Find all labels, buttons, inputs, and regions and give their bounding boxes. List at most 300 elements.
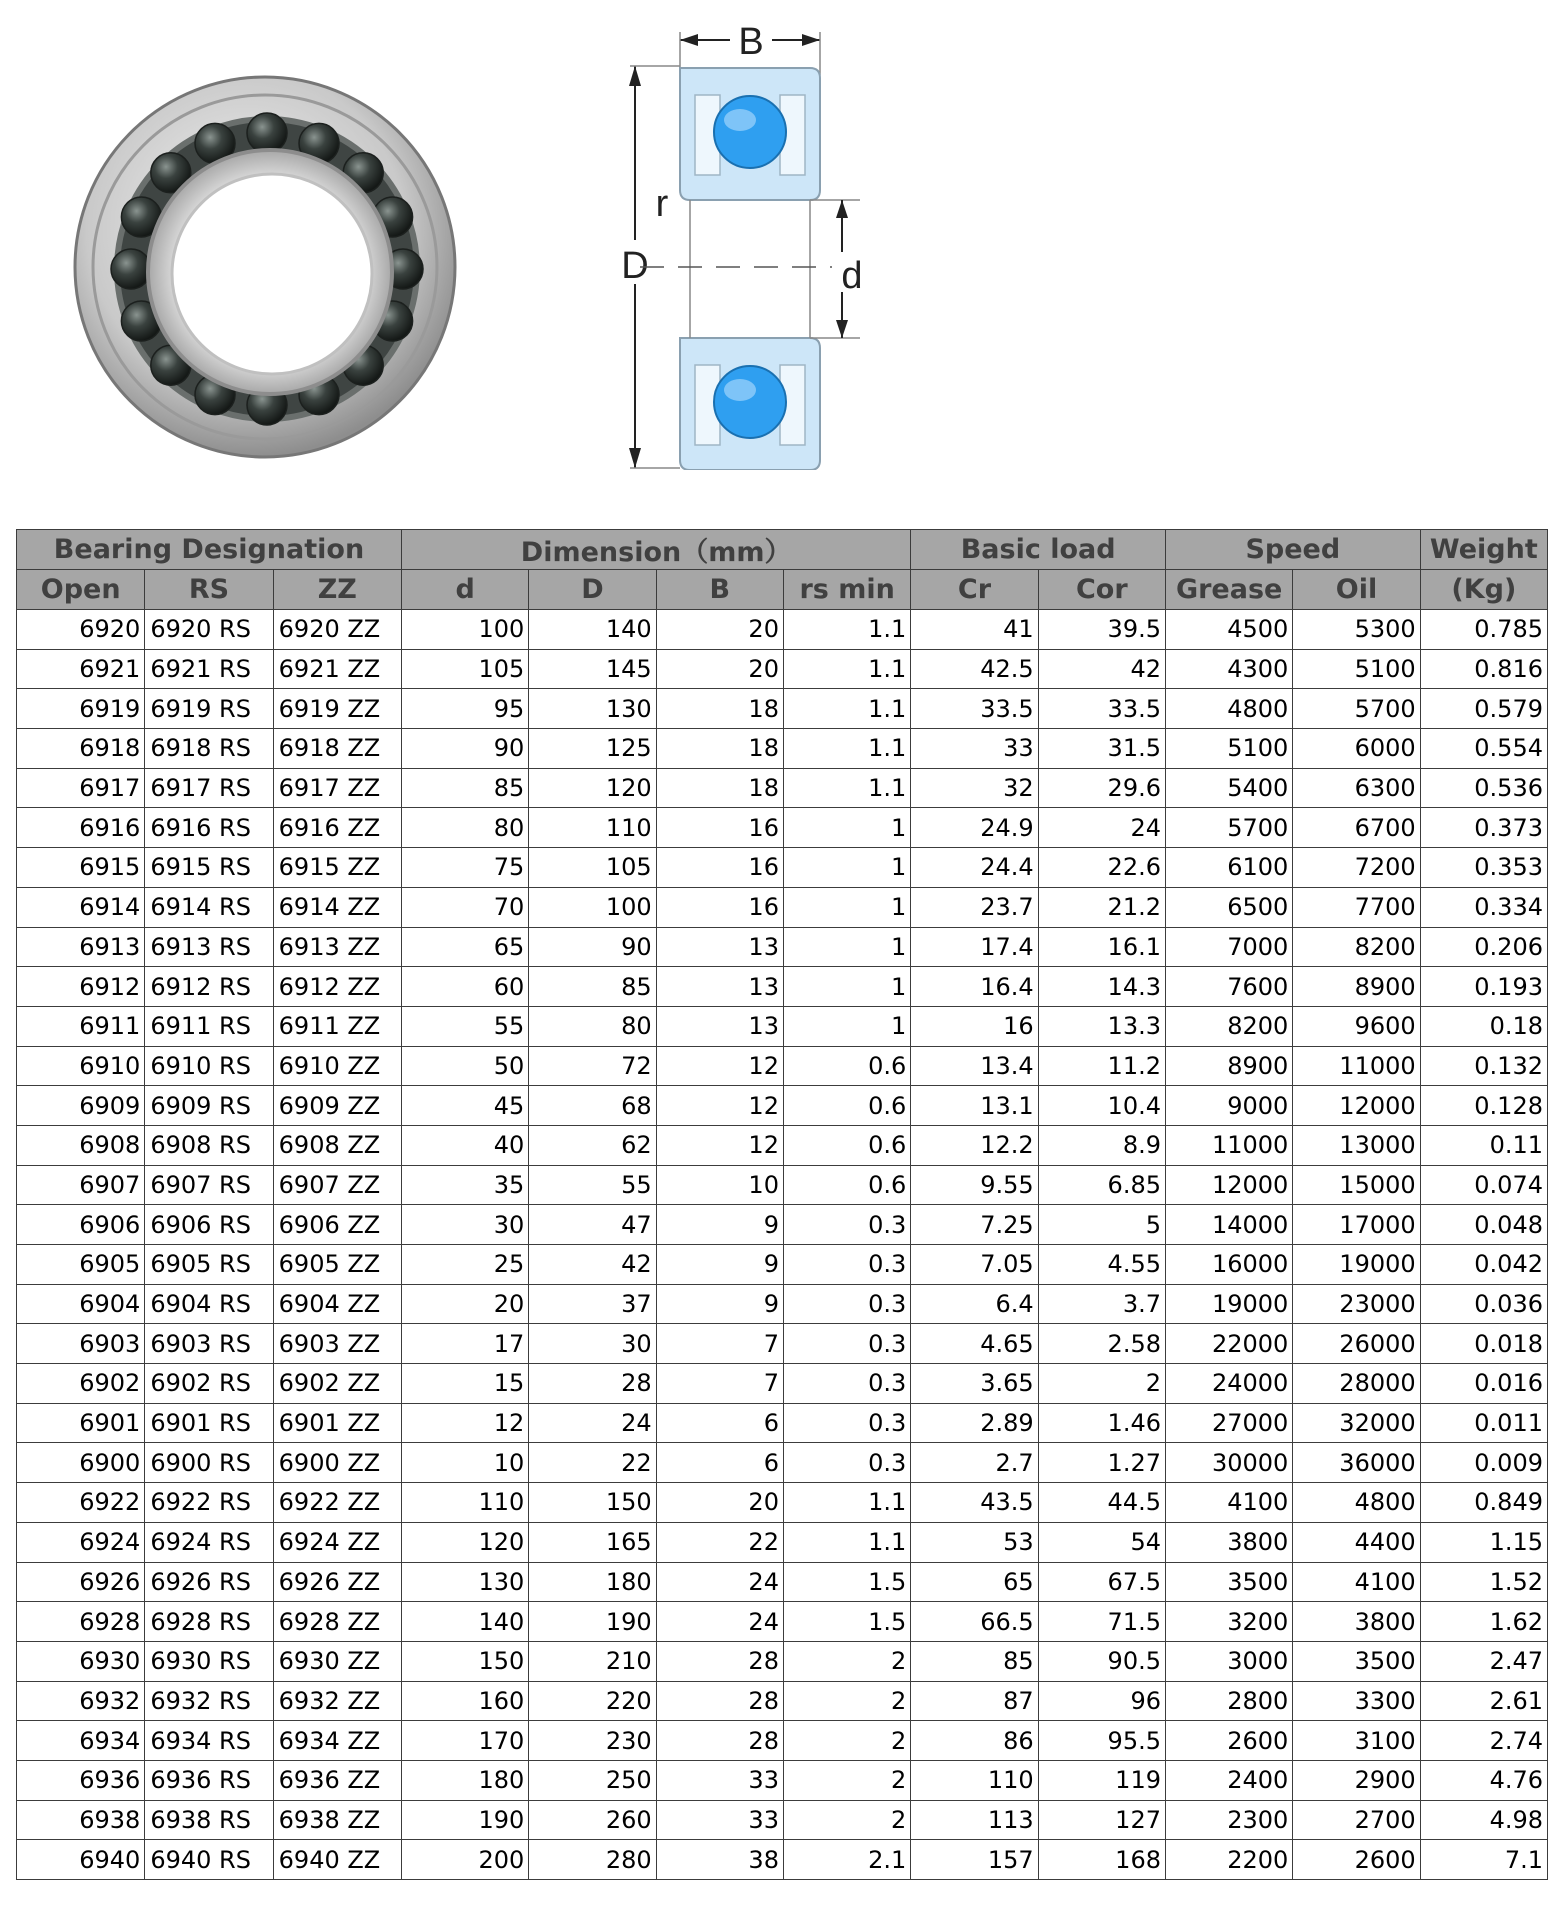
cell-rs: 6922 RS [145, 1483, 273, 1523]
cell-B: 9 [656, 1205, 783, 1245]
col-rs: RS [145, 570, 273, 610]
cell-D: 250 [529, 1760, 656, 1800]
cell-B: 13 [656, 927, 783, 967]
cell-d: 85 [401, 768, 528, 808]
cell-rs-min: 1 [783, 887, 910, 927]
cell-d: 95 [401, 689, 528, 729]
cell-cr: 87 [911, 1681, 1038, 1721]
col-oil: Oil [1293, 570, 1420, 610]
cell-open: 6919 [17, 689, 145, 729]
cell-rs: 6900 RS [145, 1443, 273, 1483]
cell-cor: 2 [1038, 1364, 1165, 1404]
cell-rs-min: 1.1 [783, 649, 910, 689]
cell-cor: 71.5 [1038, 1602, 1165, 1642]
cell-rs-min: 0.3 [783, 1245, 910, 1285]
cell-open: 6928 [17, 1602, 145, 1642]
col-d: d [401, 570, 528, 610]
cell-zz: 6911 ZZ [273, 1006, 401, 1046]
cell-rs-min: 1.1 [783, 610, 910, 650]
cell-zz: 6915 ZZ [273, 848, 401, 888]
cell-zz: 6938 ZZ [273, 1800, 401, 1840]
cell-grease: 8200 [1165, 1006, 1292, 1046]
cell-oil: 5700 [1293, 689, 1420, 729]
cell-grease: 22000 [1165, 1324, 1292, 1364]
cell-grease: 11000 [1165, 1125, 1292, 1165]
cell-oil: 3300 [1293, 1681, 1420, 1721]
cell-cr: 85 [911, 1641, 1038, 1681]
table-row [17, 1760, 1548, 1800]
cell-cor: 6.85 [1038, 1165, 1165, 1205]
label-D: D [621, 245, 649, 287]
cell-B: 18 [656, 689, 783, 729]
cell-D: 85 [529, 967, 656, 1007]
cell-D: 140 [529, 610, 656, 650]
cell-B: 28 [656, 1641, 783, 1681]
cell-D: 22 [529, 1443, 656, 1483]
cell-rs-min: 1 [783, 808, 910, 848]
cell-B: 24 [656, 1602, 783, 1642]
cell-cor: 24 [1038, 808, 1165, 848]
cell-open: 6906 [17, 1205, 145, 1245]
cell-cor: 3.7 [1038, 1284, 1165, 1324]
cell-rs: 6936 RS [145, 1760, 273, 1800]
cell-cor: 95.5 [1038, 1721, 1165, 1761]
cell-d: 160 [401, 1681, 528, 1721]
cell-D: 230 [529, 1721, 656, 1761]
cell-B: 7 [656, 1324, 783, 1364]
cell-zz: 6924 ZZ [273, 1522, 401, 1562]
cell-rs-min: 1 [783, 927, 910, 967]
table-row [17, 1125, 1548, 1165]
bearing-spec-table [16, 529, 1548, 1880]
cell-grease: 30000 [1165, 1443, 1292, 1483]
cell-D: 72 [529, 1046, 656, 1086]
cell-B: 28 [656, 1721, 783, 1761]
cell-rs: 6914 RS [145, 887, 273, 927]
cell-cr: 16.4 [911, 967, 1038, 1007]
header-basic-load: Basic load [911, 530, 1166, 570]
cell-oil: 8200 [1293, 927, 1420, 967]
cell-zz: 6904 ZZ [273, 1284, 401, 1324]
cell-cor: 39.5 [1038, 610, 1165, 650]
cell-weight: 0.016 [1420, 1364, 1547, 1404]
cell-weight: 1.52 [1420, 1562, 1547, 1602]
cell-d: 20 [401, 1284, 528, 1324]
cell-cor: 5 [1038, 1205, 1165, 1245]
cell-d: 150 [401, 1641, 528, 1681]
cell-cr: 16 [911, 1006, 1038, 1046]
label-r: r [655, 183, 669, 225]
cell-open: 6930 [17, 1641, 145, 1681]
col-weight-unit: (Kg) [1420, 570, 1547, 610]
cell-weight: 0.048 [1420, 1205, 1547, 1245]
cell-grease: 3000 [1165, 1641, 1292, 1681]
cell-D: 210 [529, 1641, 656, 1681]
cell-rs-min: 1.1 [783, 729, 910, 769]
cell-grease: 3200 [1165, 1602, 1292, 1642]
cell-B: 9 [656, 1245, 783, 1285]
cell-weight: 4.98 [1420, 1800, 1547, 1840]
label-d: d [841, 255, 863, 297]
cell-B: 12 [656, 1046, 783, 1086]
cell-open: 6900 [17, 1443, 145, 1483]
cell-weight: 0.849 [1420, 1483, 1547, 1523]
cell-cor: 31.5 [1038, 729, 1165, 769]
cell-open: 6938 [17, 1800, 145, 1840]
cell-oil: 19000 [1293, 1245, 1420, 1285]
cell-rs: 6901 RS [145, 1403, 273, 1443]
cell-rs-min: 1.1 [783, 768, 910, 808]
cell-weight: 1.62 [1420, 1602, 1547, 1642]
cell-D: 110 [529, 808, 656, 848]
label-B: B [738, 21, 764, 63]
cell-open: 6921 [17, 649, 145, 689]
cell-d: 190 [401, 1800, 528, 1840]
cell-D: 280 [529, 1840, 656, 1880]
cell-oil: 4100 [1293, 1562, 1420, 1602]
cell-weight: 0.042 [1420, 1245, 1547, 1285]
table-row [17, 768, 1548, 808]
cell-cr: 42.5 [911, 649, 1038, 689]
cell-cor: 168 [1038, 1840, 1165, 1880]
cell-oil: 6700 [1293, 808, 1420, 848]
cell-d: 130 [401, 1562, 528, 1602]
table-row [17, 1403, 1548, 1443]
cell-d: 180 [401, 1760, 528, 1800]
cell-rs: 6919 RS [145, 689, 273, 729]
cell-weight: 0.074 [1420, 1165, 1547, 1205]
cell-d: 15 [401, 1364, 528, 1404]
cell-cr: 17.4 [911, 927, 1038, 967]
cell-grease: 9000 [1165, 1086, 1292, 1126]
cell-open: 6924 [17, 1522, 145, 1562]
cell-cor: 90.5 [1038, 1641, 1165, 1681]
cell-oil: 11000 [1293, 1046, 1420, 1086]
table-row [17, 1324, 1548, 1364]
cell-rs-min: 0.6 [783, 1165, 910, 1205]
cell-grease: 4100 [1165, 1483, 1292, 1523]
cell-rs: 6928 RS [145, 1602, 273, 1642]
cell-cor: 13.3 [1038, 1006, 1165, 1046]
cell-B: 33 [656, 1760, 783, 1800]
cell-cr: 23.7 [911, 887, 1038, 927]
cell-cor: 14.3 [1038, 967, 1165, 1007]
cell-cr: 110 [911, 1760, 1038, 1800]
cell-open: 6914 [17, 887, 145, 927]
cell-rs-min: 1 [783, 1006, 910, 1046]
cell-cr: 12.2 [911, 1125, 1038, 1165]
cell-D: 190 [529, 1602, 656, 1642]
cell-cr: 32 [911, 768, 1038, 808]
cell-cor: 22.6 [1038, 848, 1165, 888]
col-open: Open [17, 570, 145, 610]
cell-B: 6 [656, 1443, 783, 1483]
cell-B: 22 [656, 1522, 783, 1562]
table-row [17, 1641, 1548, 1681]
cell-rs-min: 0.3 [783, 1205, 910, 1245]
cell-open: 6918 [17, 729, 145, 769]
cell-cr: 65 [911, 1562, 1038, 1602]
cell-grease: 5400 [1165, 768, 1292, 808]
cell-weight: 0.018 [1420, 1324, 1547, 1364]
cell-grease: 2600 [1165, 1721, 1292, 1761]
cell-B: 12 [656, 1086, 783, 1126]
cell-rs: 6903 RS [145, 1324, 273, 1364]
header-speed: Speed [1165, 530, 1420, 570]
cell-B: 13 [656, 967, 783, 1007]
col-cor: Cor [1038, 570, 1165, 610]
cell-weight: 2.74 [1420, 1721, 1547, 1761]
cell-d: 170 [401, 1721, 528, 1761]
cell-open: 6902 [17, 1364, 145, 1404]
cell-D: 47 [529, 1205, 656, 1245]
cell-weight: 2.61 [1420, 1681, 1547, 1721]
cell-open: 6917 [17, 768, 145, 808]
cell-D: 260 [529, 1800, 656, 1840]
cell-d: 30 [401, 1205, 528, 1245]
cell-rs-min: 1.5 [783, 1602, 910, 1642]
cell-B: 20 [656, 1483, 783, 1523]
cell-cor: 127 [1038, 1800, 1165, 1840]
table-row [17, 649, 1548, 689]
cell-zz: 6912 ZZ [273, 967, 401, 1007]
table-row [17, 729, 1548, 769]
cell-cr: 2.7 [911, 1443, 1038, 1483]
cell-zz: 6908 ZZ [273, 1125, 401, 1165]
cell-cor: 2.58 [1038, 1324, 1165, 1364]
cell-rs-min: 0.3 [783, 1443, 910, 1483]
cell-cr: 6.4 [911, 1284, 1038, 1324]
cell-cr: 43.5 [911, 1483, 1038, 1523]
cell-grease: 2200 [1165, 1840, 1292, 1880]
table-row [17, 1522, 1548, 1562]
cell-rs: 6918 RS [145, 729, 273, 769]
table-row [17, 1364, 1548, 1404]
header-bearing-designation: Bearing Designation [17, 530, 402, 570]
ball [111, 249, 151, 289]
cell-zz: 6916 ZZ [273, 808, 401, 848]
cell-grease: 6500 [1165, 887, 1292, 927]
cell-grease: 2400 [1165, 1760, 1292, 1800]
cell-oil: 32000 [1293, 1403, 1420, 1443]
cell-zz: 6920 ZZ [273, 610, 401, 650]
cell-D: 28 [529, 1364, 656, 1404]
cell-grease: 3800 [1165, 1522, 1292, 1562]
cell-grease: 8900 [1165, 1046, 1292, 1086]
cell-zz: 6926 ZZ [273, 1562, 401, 1602]
cell-D: 30 [529, 1324, 656, 1364]
cell-cr: 41 [911, 610, 1038, 650]
table-row [17, 1800, 1548, 1840]
cell-zz: 6914 ZZ [273, 887, 401, 927]
table-row [17, 887, 1548, 927]
cell-rs: 6932 RS [145, 1681, 273, 1721]
col-grease: Grease [1165, 570, 1292, 610]
cell-grease: 7600 [1165, 967, 1292, 1007]
column-header-row [17, 570, 1548, 610]
cell-open: 6905 [17, 1245, 145, 1285]
cell-zz: 6932 ZZ [273, 1681, 401, 1721]
cell-rs-min: 0.6 [783, 1046, 910, 1086]
cell-weight: 0.009 [1420, 1443, 1547, 1483]
cell-oil: 12000 [1293, 1086, 1420, 1126]
cell-B: 28 [656, 1681, 783, 1721]
col-D: D [529, 570, 656, 610]
cell-open: 6901 [17, 1403, 145, 1443]
cell-d: 50 [401, 1046, 528, 1086]
cell-d: 17 [401, 1324, 528, 1364]
cell-cor: 44.5 [1038, 1483, 1165, 1523]
group-header-row [17, 530, 1548, 570]
cell-grease: 3500 [1165, 1562, 1292, 1602]
cell-weight: 0.334 [1420, 887, 1547, 927]
cell-grease: 14000 [1165, 1205, 1292, 1245]
cell-cor: 11.2 [1038, 1046, 1165, 1086]
table-row [17, 1840, 1548, 1880]
cell-cr: 2.89 [911, 1403, 1038, 1443]
cell-open: 6934 [17, 1721, 145, 1761]
cell-B: 20 [656, 610, 783, 650]
cell-rs: 6908 RS [145, 1125, 273, 1165]
cell-B: 16 [656, 887, 783, 927]
cell-cr: 66.5 [911, 1602, 1038, 1642]
col-zz: ZZ [273, 570, 401, 610]
cell-rs: 6911 RS [145, 1006, 273, 1046]
table-row [17, 610, 1548, 650]
cell-weight: 1.15 [1420, 1522, 1547, 1562]
cell-d: 40 [401, 1125, 528, 1165]
cell-weight: 0.036 [1420, 1284, 1547, 1324]
cell-D: 145 [529, 649, 656, 689]
cell-rs: 6905 RS [145, 1245, 273, 1285]
cell-rs: 6921 RS [145, 649, 273, 689]
cell-oil: 4800 [1293, 1483, 1420, 1523]
cell-grease: 16000 [1165, 1245, 1292, 1285]
cell-oil: 3100 [1293, 1721, 1420, 1761]
cell-rs-min: 1.1 [783, 1522, 910, 1562]
cell-grease: 4500 [1165, 610, 1292, 650]
cell-rs: 6926 RS [145, 1562, 273, 1602]
cell-cr: 33.5 [911, 689, 1038, 729]
cell-weight: 7.1 [1420, 1840, 1547, 1880]
cell-open: 6913 [17, 927, 145, 967]
cell-D: 125 [529, 729, 656, 769]
cell-d: 80 [401, 808, 528, 848]
cell-zz: 6906 ZZ [273, 1205, 401, 1245]
cell-zz: 6934 ZZ [273, 1721, 401, 1761]
cell-oil: 3800 [1293, 1602, 1420, 1642]
cell-cor: 54 [1038, 1522, 1165, 1562]
cell-rs: 6915 RS [145, 848, 273, 888]
cell-open: 6912 [17, 967, 145, 1007]
cell-rs: 6920 RS [145, 610, 273, 650]
cell-B: 18 [656, 729, 783, 769]
cell-grease: 7000 [1165, 927, 1292, 967]
table-row [17, 1721, 1548, 1761]
cell-open: 6926 [17, 1562, 145, 1602]
cell-grease: 19000 [1165, 1284, 1292, 1324]
cell-rs-min: 0.3 [783, 1324, 910, 1364]
cell-rs-min: 2 [783, 1641, 910, 1681]
cell-cr: 33 [911, 729, 1038, 769]
cell-zz: 6902 ZZ [273, 1364, 401, 1404]
cell-grease: 5100 [1165, 729, 1292, 769]
cell-oil: 28000 [1293, 1364, 1420, 1404]
cell-d: 60 [401, 967, 528, 1007]
cell-B: 9 [656, 1284, 783, 1324]
cell-rs: 6930 RS [145, 1641, 273, 1681]
bearing-photo [70, 72, 460, 462]
cell-rs: 6934 RS [145, 1721, 273, 1761]
cell-cor: 1.27 [1038, 1443, 1165, 1483]
cell-cor: 29.6 [1038, 768, 1165, 808]
col-rs-min: rs min [783, 570, 910, 610]
table-row [17, 1284, 1548, 1324]
cell-weight: 0.785 [1420, 610, 1547, 650]
cell-D: 90 [529, 927, 656, 967]
cell-cor: 96 [1038, 1681, 1165, 1721]
cell-D: 80 [529, 1006, 656, 1046]
cell-cr: 86 [911, 1721, 1038, 1761]
cell-zz: 6921 ZZ [273, 649, 401, 689]
cell-oil: 3500 [1293, 1641, 1420, 1681]
cell-rs-min: 2 [783, 1721, 910, 1761]
cell-D: 180 [529, 1562, 656, 1602]
table-row [17, 1443, 1548, 1483]
cell-oil: 9600 [1293, 1006, 1420, 1046]
cell-grease: 27000 [1165, 1403, 1292, 1443]
cell-grease: 6100 [1165, 848, 1292, 888]
cell-D: 150 [529, 1483, 656, 1523]
table-row [17, 1245, 1548, 1285]
cell-cr: 24.4 [911, 848, 1038, 888]
cell-rs-min: 0.3 [783, 1364, 910, 1404]
ball [247, 113, 287, 153]
cell-d: 55 [401, 1006, 528, 1046]
cell-rs: 6940 RS [145, 1840, 273, 1880]
cell-open: 6910 [17, 1046, 145, 1086]
cell-open: 6908 [17, 1125, 145, 1165]
cell-cor: 42 [1038, 649, 1165, 689]
header-weight: Weight [1420, 530, 1547, 570]
cell-oil: 36000 [1293, 1443, 1420, 1483]
cell-rs: 6924 RS [145, 1522, 273, 1562]
cell-rs-min: 0.3 [783, 1284, 910, 1324]
cell-grease: 12000 [1165, 1165, 1292, 1205]
cell-cr: 13.4 [911, 1046, 1038, 1086]
cell-open: 6922 [17, 1483, 145, 1523]
cell-d: 45 [401, 1086, 528, 1126]
cell-B: 38 [656, 1840, 783, 1880]
cell-zz: 6940 ZZ [273, 1840, 401, 1880]
cell-d: 200 [401, 1840, 528, 1880]
cell-zz: 6901 ZZ [273, 1403, 401, 1443]
cell-grease: 4300 [1165, 649, 1292, 689]
cell-grease: 2800 [1165, 1681, 1292, 1721]
cell-open: 6909 [17, 1086, 145, 1126]
cell-rs: 6910 RS [145, 1046, 273, 1086]
cell-D: 55 [529, 1165, 656, 1205]
cell-zz: 6905 ZZ [273, 1245, 401, 1285]
cell-open: 6907 [17, 1165, 145, 1205]
cell-d: 140 [401, 1602, 528, 1642]
cell-weight: 0.536 [1420, 768, 1547, 808]
cell-D: 165 [529, 1522, 656, 1562]
cell-oil: 2700 [1293, 1800, 1420, 1840]
cell-rs-min: 0.3 [783, 1403, 910, 1443]
cell-B: 13 [656, 1006, 783, 1046]
cell-d: 10 [401, 1443, 528, 1483]
